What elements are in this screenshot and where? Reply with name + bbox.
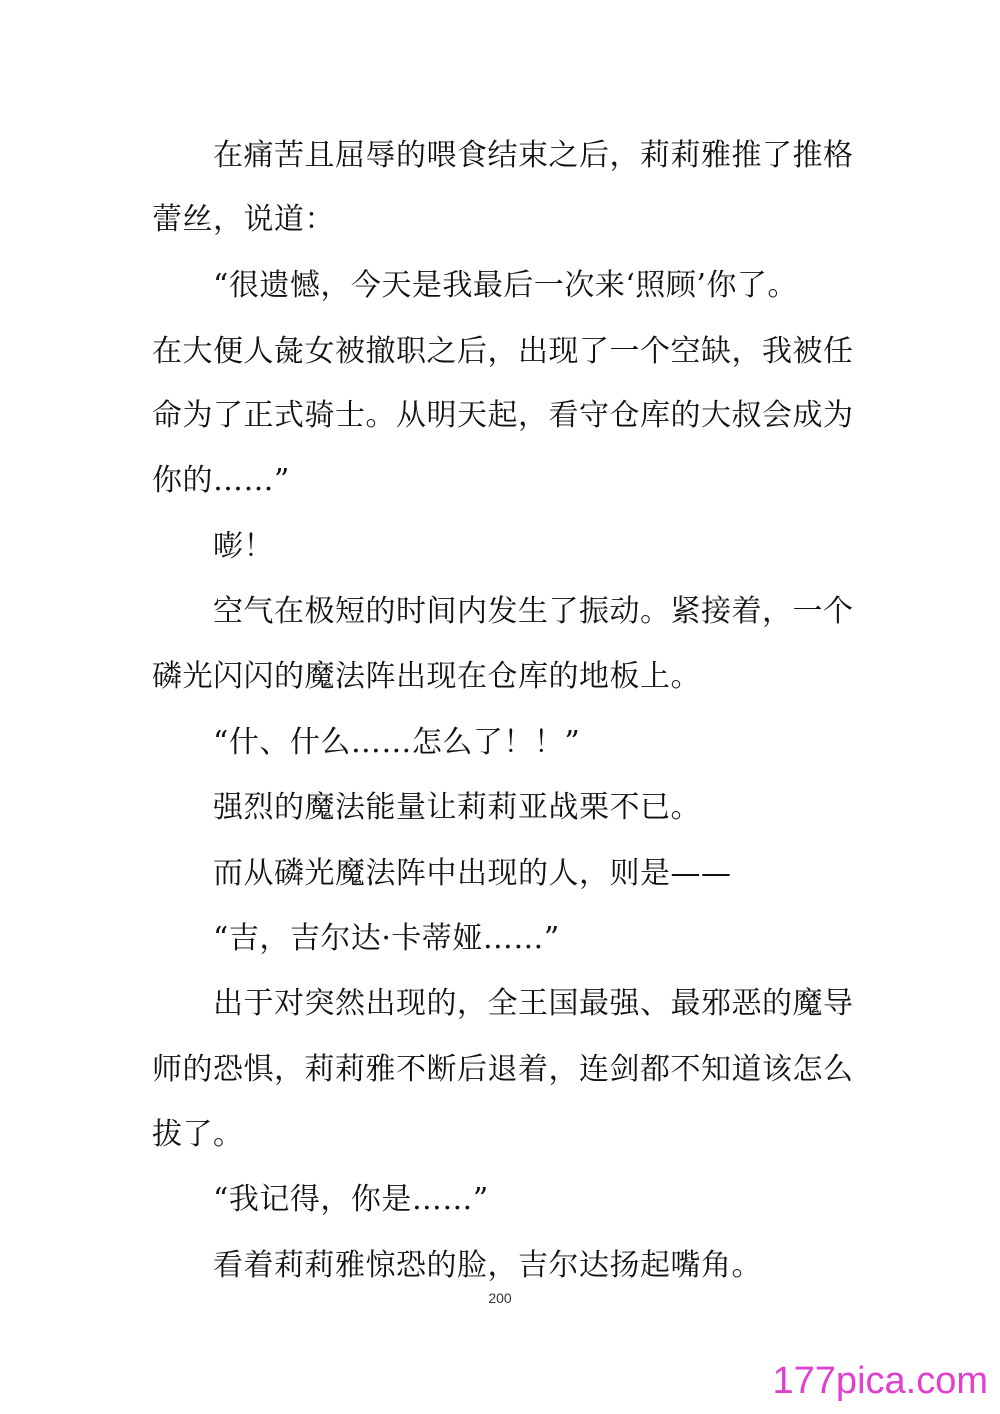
text-line: 看着莉莉雅惊恐的脸，吉尔达扬起嘴角。 bbox=[213, 1248, 762, 1283]
text-line: 在痛苦且屈辱的喂食结束之后，莉莉雅推了推格 bbox=[213, 138, 854, 173]
text-line: 嘭！ bbox=[213, 529, 274, 564]
text-line: 强烈的魔法能量让莉莉亚战栗不已。 bbox=[213, 790, 701, 825]
text-line: “什、什么……怎么了！！” bbox=[213, 725, 581, 760]
text-line: “我记得，你是……” bbox=[213, 1182, 489, 1217]
text-line: 命为了正式骑士。从明天起，看守仓库的大叔会成为 bbox=[152, 398, 854, 433]
text-line: 蕾丝，说道： bbox=[152, 202, 335, 237]
page-number: 200 bbox=[488, 1290, 512, 1306]
text-line: “很遗憾，今天是我最后一次来‘照顾’你了。 bbox=[213, 268, 798, 303]
text-line: 空气在极短的时间内发生了振动。紧接着，一个 bbox=[213, 594, 854, 629]
text-line: 而从磷光魔法阵中出现的人，则是—— bbox=[213, 856, 732, 891]
text-line: 在大便人彘女被撤职之后，出现了一个空缺，我被任 bbox=[152, 334, 854, 369]
watermark: 177pica.com bbox=[772, 1360, 988, 1402]
text-line: 你的……” bbox=[152, 463, 290, 498]
text-line: 拔了。 bbox=[152, 1117, 244, 1152]
text-line: 师的恐惧，莉莉雅不断后退着，连剑都不知道该怎么 bbox=[152, 1052, 854, 1087]
text-line: “吉，吉尔达·卡蒂娅……” bbox=[213, 921, 560, 956]
text-line: 磷光闪闪的魔法阵出现在仓库的地板上。 bbox=[152, 659, 701, 694]
text-line: 出于对突然出现的，全王国最强、最邪恶的魔导 bbox=[213, 986, 854, 1021]
